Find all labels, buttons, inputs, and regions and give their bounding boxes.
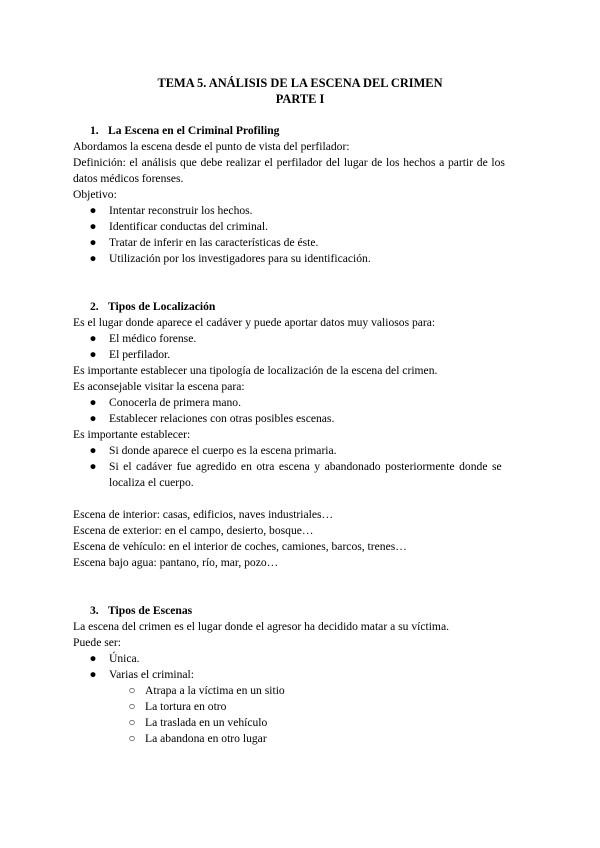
- section-1-intro: Abordamos la escena desde el punto de vista del perfilador:: [73, 140, 350, 153]
- list-item: Establecer relaciones con otras posibles escenas.: [109, 412, 335, 425]
- section-2-heading: [90, 299, 215, 315]
- sub-bullet-icon: ○: [128, 716, 136, 729]
- section-1-heading: [90, 123, 279, 139]
- list-item: Tratar de inferir en las características de éste.: [109, 236, 319, 249]
- scene-type-vehicle: Escena de vehículo: en el interior de coches, camiones, barcos, trenes…: [73, 540, 407, 553]
- bullet-icon: ●: [89, 236, 97, 249]
- bullet-icon: ●: [89, 460, 97, 473]
- section-2-number: 2.: [90, 300, 99, 313]
- bullet-icon: ●: [89, 652, 97, 665]
- list-item: Intentar reconstruir los hechos.: [109, 204, 253, 217]
- document-title: TEMA 5. ANÁLISIS DE LA ESCENA DEL CRIMEN: [157, 76, 443, 90]
- section-2-paragraph: Es aconsejable visitar la escena para:: [73, 380, 245, 393]
- list-item: El perfilador.: [109, 348, 171, 361]
- section-3-number: 3.: [90, 604, 99, 617]
- list-item: Conocerla de primera mano.: [109, 396, 241, 409]
- list-item: Si donde aparece el cuerpo es la escena primaria.: [109, 444, 337, 457]
- sub-list-item: La traslada en un vehículo: [145, 716, 268, 729]
- bullet-icon: ●: [89, 412, 97, 425]
- section-3-title: Tipos de Escenas: [108, 604, 193, 617]
- bullet-icon: ●: [89, 444, 97, 457]
- section-2-paragraph: Es importante establecer:: [73, 428, 191, 441]
- bullet-icon: ●: [89, 252, 97, 265]
- scene-type-interior: Escena de interior: casas, edificios, naves industriales…: [73, 508, 334, 521]
- section-3-paragraph: Puede ser:: [73, 636, 121, 649]
- list-item: Identificar conductas del criminal.: [109, 220, 269, 233]
- list-item: Utilización por los investigadores para su identificación.: [109, 252, 371, 265]
- list-item: El médico forense.: [109, 332, 197, 345]
- list-item: Si el cadáver fue agredido en otra escena y abandonado posteriormente donde se: [109, 460, 502, 473]
- sub-list-item: La tortura en otro: [145, 700, 227, 713]
- section-2-paragraph: Es importante establecer una tipología de localización de la escena del crimen.: [73, 364, 438, 377]
- section-1-definition-line1: Definición: el análisis que debe realizar el perfilador del lugar de los hechos a partir de los: [73, 156, 505, 169]
- section-3-paragraph: La escena del crimen es el lugar donde el agresor ha decidido matar a su víctima.: [73, 620, 449, 633]
- sub-list-item: La abandona en otro lugar: [145, 732, 267, 745]
- scene-type-exterior: Escena de exterior: en el campo, desierto, bosque…: [73, 524, 314, 537]
- list-item: Varias el criminal:: [109, 668, 194, 681]
- sub-bullet-icon: ○: [128, 684, 136, 697]
- section-3-heading: [90, 603, 192, 619]
- bullet-icon: ●: [89, 396, 97, 409]
- list-item: Única.: [109, 652, 140, 665]
- scene-type-underwater: Escena bajo agua: pantano, río, mar, pozo…: [73, 556, 279, 569]
- section-1-title: La Escena en el Criminal Profiling: [108, 124, 280, 137]
- bullet-icon: ●: [89, 332, 97, 345]
- section-1-definition-line2: datos médicos forenses.: [73, 172, 184, 185]
- bullet-icon: ●: [89, 348, 97, 361]
- section-2-paragraph: Es el lugar donde aparece el cadáver y puede aportar datos muy valiosos para:: [73, 316, 436, 329]
- section-2-title: Tipos de Localización: [108, 300, 216, 313]
- bullet-icon: ●: [89, 204, 97, 217]
- bullet-icon: ●: [89, 220, 97, 233]
- section-1-objective-label: Objetivo:: [73, 188, 117, 201]
- sub-list-item: Atrapa a la víctima en un sitio: [145, 684, 285, 697]
- section-1-number: 1.: [90, 124, 99, 137]
- list-item-continuation: localiza el cuerpo.: [109, 476, 194, 489]
- sub-bullet-icon: ○: [128, 700, 136, 713]
- bullet-icon: ●: [89, 668, 97, 681]
- document-subtitle: PARTE I: [275, 92, 325, 106]
- sub-bullet-icon: ○: [128, 732, 136, 745]
